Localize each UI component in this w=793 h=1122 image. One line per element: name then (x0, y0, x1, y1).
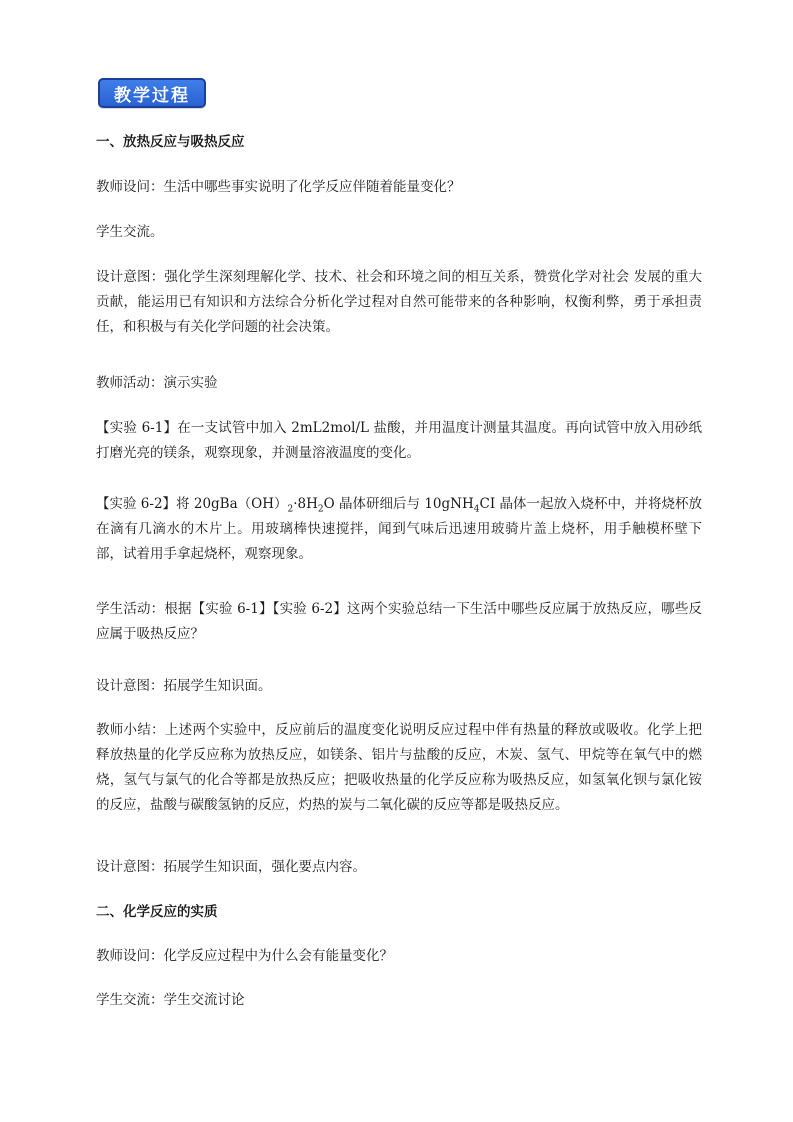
paragraph-design-intent-1: 设计意图：强化学生深刻理解化学、技术、社会和环境之间的相互关系，赞赏化学对社会 发展的重大贡献，能运用已有知识和方法综合分析化学过程对自然可能带来的各种影响，权衡利弊，勇于承担责任，和积极与有关化学问题的社会决策。 (96, 269, 702, 335)
exp62-text-a: 【实验 6-2】将 20gBa（OH） (96, 496, 288, 512)
exp62-text-c: O 晶体研细后与 10gNH (323, 496, 474, 512)
paragraph-experiment-6-2 (96, 492, 702, 567)
paragraph-student-activity: 学生活动：根据【实验 6-1】【实验 6-2】这两个实验总结一下生活中哪些反应属于放热反应，哪些反应属于吸热反应？ (96, 601, 702, 642)
paragraph-teacher-question-2: 教师设问：化学反应过程中为什么会有能量变化？ (96, 948, 393, 964)
section-badge: 教学过程 (98, 78, 206, 108)
paragraph-student-exchange: 学生交流。 (96, 224, 164, 240)
paragraph-teacher-question-1: 教师设问：生活中哪些事实说明了化学反应伴随着能量变化？ (96, 179, 461, 195)
paragraph-student-discussion: 学生交流：学生交流讨论 (96, 992, 245, 1008)
exp62-sub-1: 2 (287, 504, 294, 515)
section-heading-2: 二、化学反应的实质 (96, 904, 218, 920)
paragraph-teacher-summary: 教师小结：上述两个实验中，反应前后的温度变化说明反应过程中伴有热量的释放或吸收。化学上把释放热量的化学反应称为放热反应，如镁条、铝片与盐酸的反应，木炭、氢气、甲烷等在氧气中的燃烧，氢气与氯气的化合等都是放热反应；把吸收热量的化学反应称为吸热反应，如氢氧化钡与氯化铵的反应，盐酸与碳酸氢钠的反应，灼热的炭与二氧化碳的反应等都是吸热反应。 (96, 722, 702, 813)
paragraph-design-intent-2: 设计意图：拓展学生知识面。 (96, 678, 272, 694)
paragraph-experiment-6-1: 【实验 6-1】在一支试管中加入 2mL2mol/L 盐酸，并用温度计测量其温度。再向试管中放入用砂纸打磨光亮的镁条，观察现象，并测量溶液温度的变化。 (96, 420, 702, 461)
exp62-text-b: ·8H (293, 496, 318, 512)
exp62-sub-2: 2 (317, 504, 324, 515)
exp62-text-d: CI 晶体一起放入烧杯中，并将烧杯放在滴有几滴水的木片上。用玻璃棒快速搅拌，闻到气味后迅速用玻骑片盖上烧杯，用手触模杯壁下部，试着用手拿起烧杯，观察现象。 (96, 496, 703, 562)
paragraph-teacher-activity: 教师活动：演示实验 (96, 375, 218, 391)
exp62-sub-3: 4 (473, 504, 480, 515)
section-heading-1: 一、放热反应与吸热反应 (96, 134, 245, 150)
paragraph-design-intent-3: 设计意图：拓展学生知识面，强化要点内容。 (96, 859, 366, 875)
